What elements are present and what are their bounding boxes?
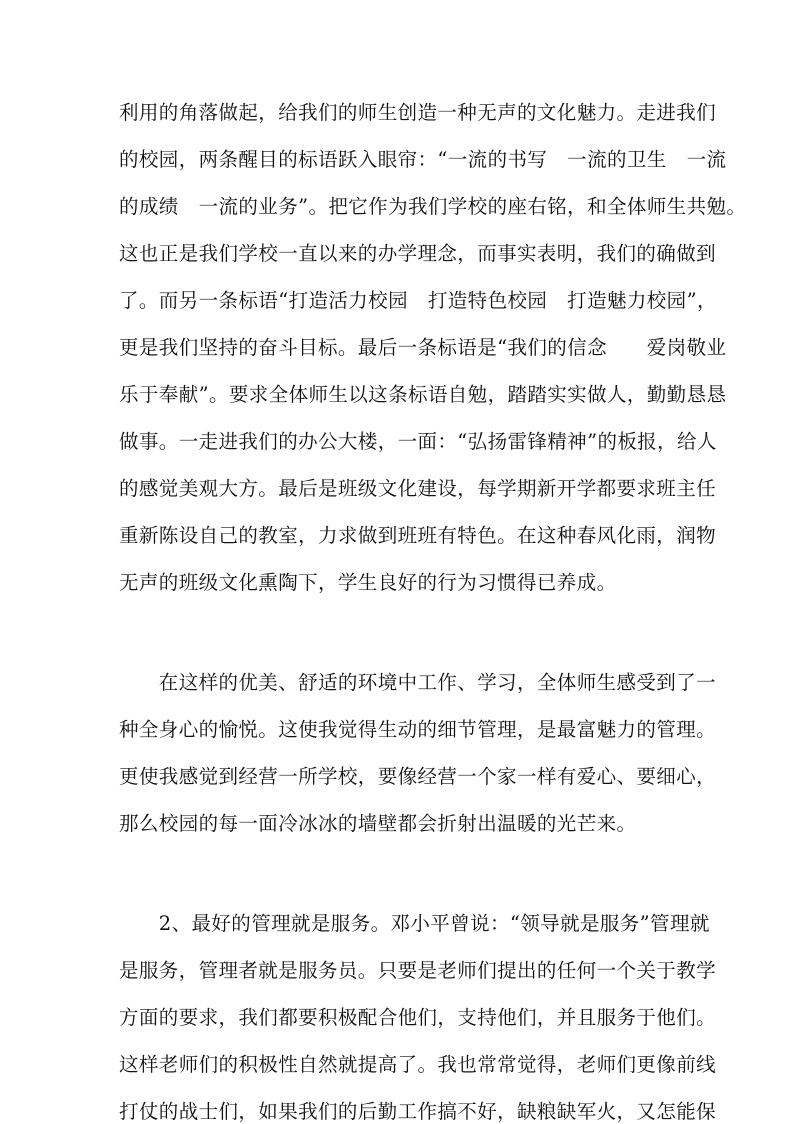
paragraph-1-line-10: 重新陈设自己的教室，力求做到班班有特色。在这种春风化雨，润物 [119,524,717,547]
paragraph-1-line-1: 利用的角落做起，给我们的师生创造一种无声的文化魅力。走进我们 [119,101,717,124]
paragraph-1-line-3: 的成绩 一流的业务”。把它作为我们学校的座右铭，和全体师生共勉。 [119,195,747,218]
paragraph-1-line-5: 了。而另一条标语“打造活力校园 打造特色校园 打造魅力校园”， [119,289,717,312]
paragraph-3-line-4: 这样老师们的积极性自然就提高了。我也常常觉得，老师们更像前线 [119,1053,717,1076]
paragraph-1-line-11: 无声的班级文化熏陶下，学生良好的行为习惯得已养成。 [119,571,617,594]
paragraph-2-line-4: 那么校园的每一面冷冰冰的墙壁都会折射出温暖的光芒来。 [119,812,637,835]
paragraph-1-line-9: 的感觉美观大方。最后是班级文化建设，每学期新开学都要求班主任 [119,477,717,500]
paragraph-1-line-2: 的校园，两条醒目的标语跃入眼帘：“一流的书写 一流的卫生 一流 [119,148,727,171]
paragraph-3-line-5: 打仗的战士们，如果我们的后勤工作搞不好，缺粮缺军火，又怎能保 [119,1100,717,1123]
paragraph-3-line-3: 方面的要求，我们都要积极配合他们，支持他们，并且服务于他们。 [119,1006,717,1029]
paragraph-3-line-1: 2、最好的管理就是服务。邓小平曾说：“领导就是服务”管理就 [119,912,710,935]
paragraph-2-line-3: 更使我感觉到经营一所学校，要像经营一个家一样有爱心、要细心， [119,765,717,788]
paragraph-1-line-4: 这也正是我们学校一直以来的办学理念，而事实表明，我们的确做到 [119,242,717,265]
paragraph-1-line-6: 更是我们坚持的奋斗目标。最后一条标语是“我们的信念 爱岗敬业 [119,336,727,359]
paragraph-1-line-7: 乐于奉献”。要求全体师生以这条标语自勉，踏踏实实做人，勤勤恳恳 [119,383,727,406]
paragraph-1-line-8: 做事。一走进我们的办公大楼，一面：“弘扬雷锋精神”的板报，给人 [119,430,717,453]
paragraph-2-line-2: 种全身心的愉悦。这使我觉得生动的细节管理，是最富魅力的管理。 [119,718,717,741]
paragraph-3-line-2: 是服务，管理者就是服务员。只要是老师们提出的任何一个关于教学 [119,959,717,982]
paragraph-2-line-1: 在这样的优美、舒适的环境中工作、学习，全体师生感受到了一 [119,671,717,694]
